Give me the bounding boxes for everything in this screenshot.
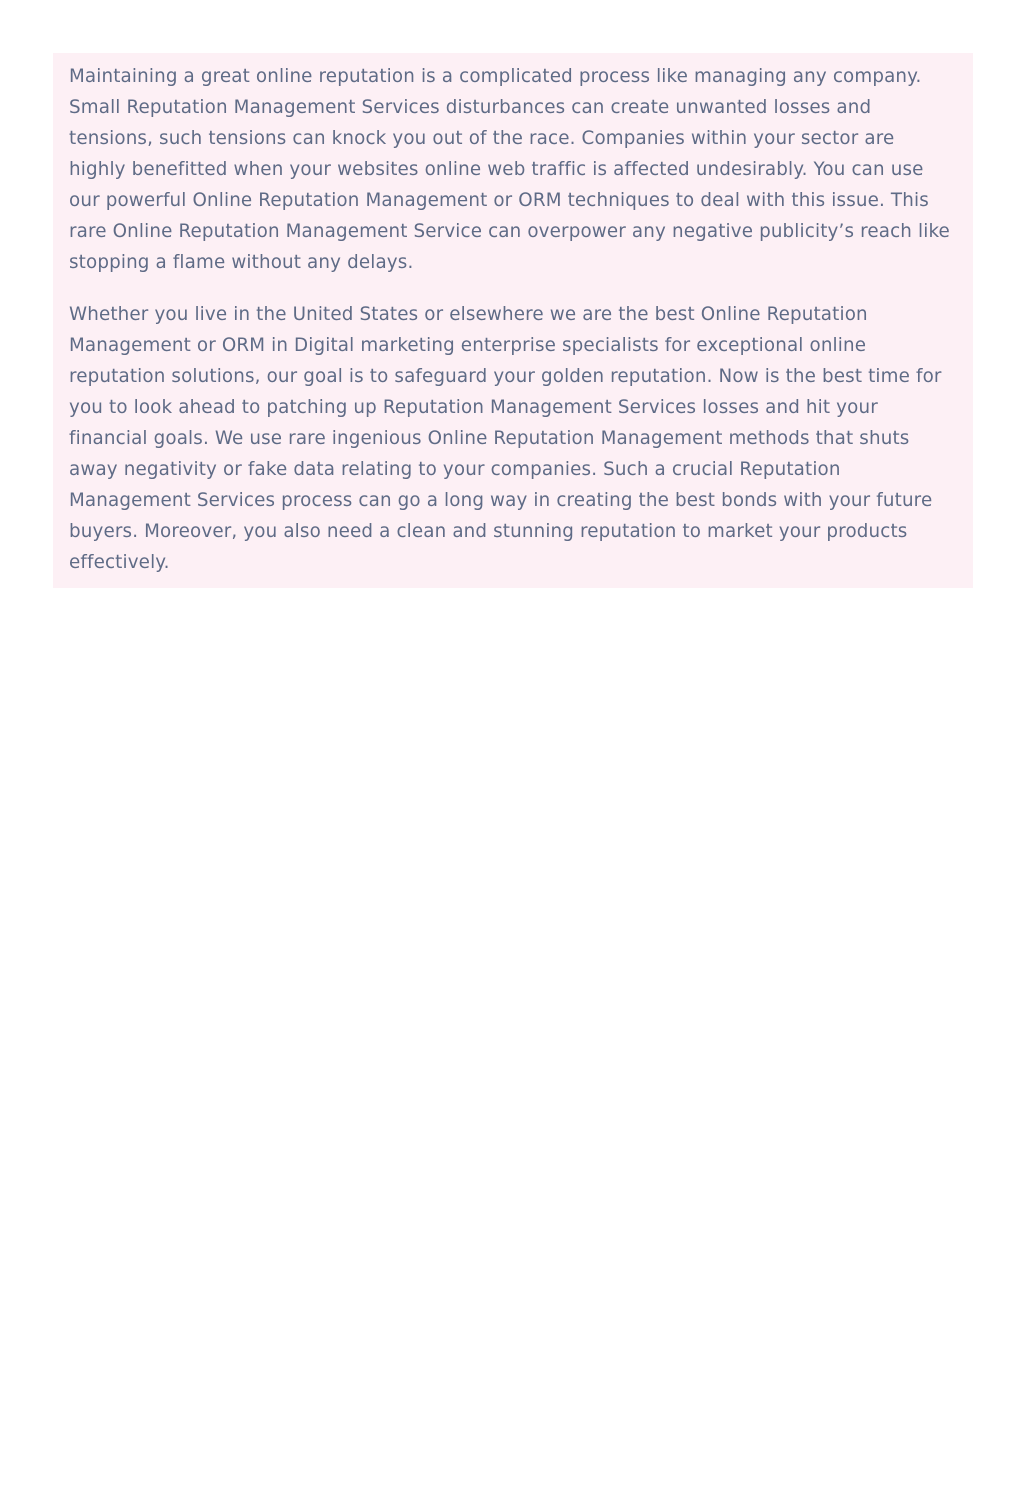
content-box — [53, 53, 973, 588]
paragraph-intro: Maintaining a great online reputation is a complicated process like managing any company. Small Reputation Management Services disturbances can create unwanted losses and tensions, such tensions can knock you out of the race. Companies within your sector are highly benefitted when your websites online web traffic is affected undesirably. You can use our powerful Online Reputation Management or ORM techniques to deal with this issue. This rare Online Reputation Management Service can overpower any negative publicity’s reach like stopping a flame without any delays. — [69, 66, 950, 273]
paragraph-services: Whether you live in the United States or elsewhere we are the best Online Reputation Management or ORM in Digital marketing enterprise specialists for exceptional online reputation solutions, our goal is to safeguard your golden reputation. Now is the best time for you to look ahead to patching up Reputation Management Services losses and hit your financial goals. We use rare ingenious Online Reputation Management methods that shuts away negativity or fake data relating to your companies. Such a crucial Reputation Management Services process can go a long way in creating the best bonds with your future buyers. Moreover, you also need a clean and stunning reputation to market your products effectively. — [69, 304, 942, 573]
